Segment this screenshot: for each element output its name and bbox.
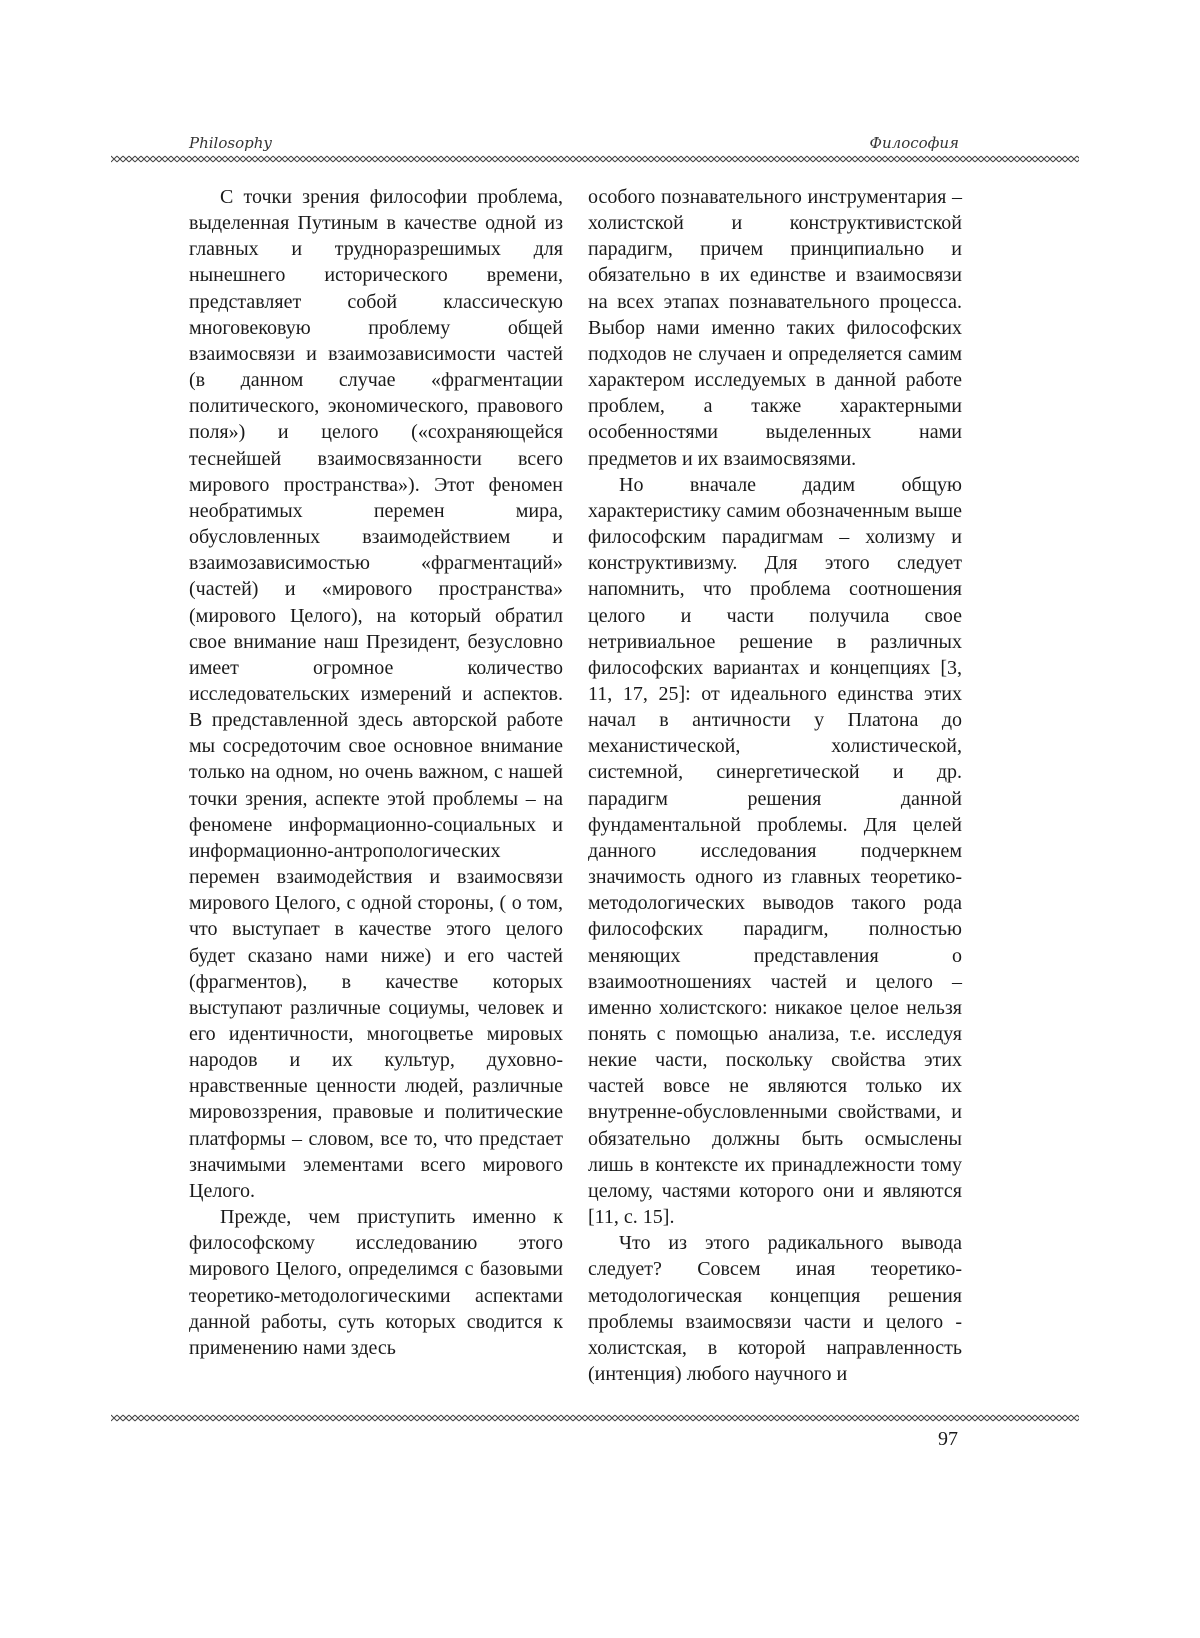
running-head-english: Philosophy [189, 134, 272, 152]
paragraph: Что из этого радикального вывода следует? Совсем иная теоретико-методологическая концепция решения проблемы взаимосвязи части и целого - холистская, в которой направленность (интенция) любого научного и [588, 1232, 962, 1386]
text-column-left [189, 184, 563, 1361]
paragraph: С точки зрения философии проблема, выделенная Путиным в качестве одной из главных и трудноразрешимых для нынешнего исторического времени, представляет собой классическую многовековую проблему общей взаимосвязи и взаимозависимости частей (в данном случае «фрагментации политического, экономического, правового поля») и целого («сохраняющейся теснейшей взаимосвязанности всего мирового пространства»). Этот феномен необратимых перемен мира, обусловленных взаимодействием и взаимозависимостью «фрагментаций» (частей) и «мирового пространства» (мирового Целого), на который обратил свое внимание наш Президент, безусловно имеет огромное количество исследовательских измерений и аспектов. В представленной здесь авторской работе мы сосредоточим свое основное внимание только на одном, но очень важном, с нашей точки зрения, аспекте этой проблемы – на феномене информационно-социальных и информационно-антропологических перемен взаимодействия и взаимосвязи мирового Целого, с одной стороны, ( о том, что выступает в качестве этого целого будет сказано нами ниже) и его частей (фрагментов), в качестве которых выступают различные социумы, человек и его идентичности, многоцветье мировых народов и их культур, духовно-нравственные ценности людей, различные мировоззрения, правовые и политические платформы – словом, все то, что предстает значимыми элементами всего мирового Целого. [189, 186, 563, 1202]
decorative-rule-bottom [111, 1414, 1079, 1422]
paragraph-continued: особого познавательного инструментария – холистской и конструктивистской парадигм, причем принципиально и обязательно в их единстве и взаимосвязи на всех этапах познавательного процесса. Выбор нами именно таких философских подходов не случаен и определяется самим характером исследуемых в данной работе проблем, а также характерными особенностями выделенных нами предметов и их взаимосвязями. [588, 186, 962, 470]
decorative-rule-top [111, 155, 1079, 163]
page-number: 97 [938, 1428, 958, 1450]
text-column-right [588, 184, 962, 1387]
running-head-russian: Философия [869, 134, 959, 152]
paragraph: Прежде, чем приступить именно к философскому исследованию этого мирового Целого, определимся с базовыми теоретико-методологическими аспектами данной работы, суть которых сводится к применению нами здесь [189, 1206, 563, 1359]
paragraph: Но вначале дадим общую характеристику самим обозначенным выше философским парадигмам – холизму и конструктивизму. Для этого следует напомнить, что проблема соотношения целого и части получила свое нетривиальное решение в различных философских вариантах и концепциях [3, 11, 17, 25]: от идеального единства этих начал в античности у Платона до механистической, холистической, системной, синергетической и др. парадигм решения данной фундаментальной проблемы. Для целей данного исследования подчеркнем значимость одного из главных теоретико-методологических выводов такого рода философских парадигм, полностью меняющих представления о взаимоотношениях частей и целого – именно холистского: никакое целое нельзя понять с помощью анализа, т.е. исследуя некие части, поскольку свойства этих частей вовсе не являются только их внутренне-обусловленными свойствами, и обязательно должны быть осмыслены лишь в контексте их принадлежности тому целому, частями которого они и являются [11, с. 15]. [588, 473, 962, 1229]
